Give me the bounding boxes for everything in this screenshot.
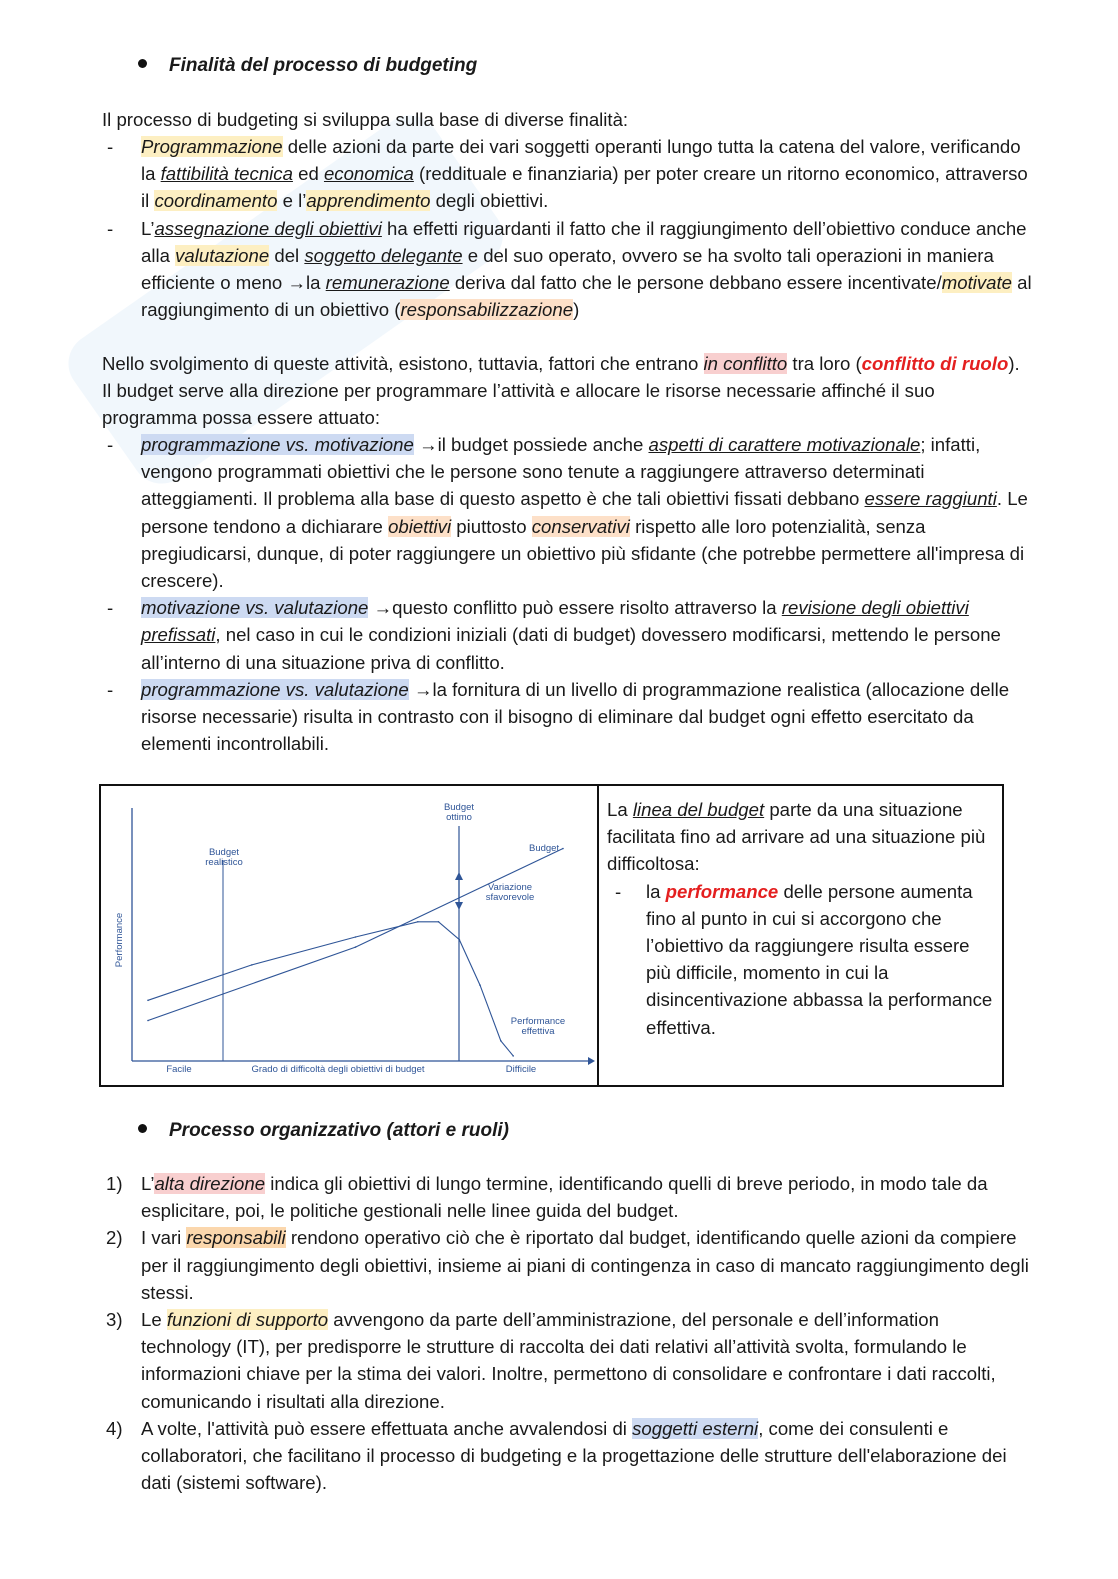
list-item: - L’assegnazione degli obiettivi ha effetti riguardanti il fatto che il raggiungimento dell’obiettivo conduce anche alla valutazione del soggetto delegante e del suo operato, ovvero se ha svolto tali operazioni in maniera efficiente o meno →la remunerazione deriva dal fatto che le persone debbano essere incentivate/motivate al raggiungimento di un obiettivo (responsabilizzazione) <box>102 215 1032 324</box>
series-point <box>355 936 357 938</box>
list-item: - motivazione vs. valutazione →questo conflitto può essere risolto attraverso la revisione degli obiettivi prefissati, nel caso in cui le condizioni iniziali (dati di budget) dovessero modificarsi, mettendo le persone all’interno di una situazione priva di conflitto. <box>102 594 1032 676</box>
bullet-icon <box>138 1124 147 1133</box>
figure-description <box>607 796 999 1041</box>
dash-bullet: - <box>107 136 114 157</box>
label-budget-realistico: Budget <box>208 847 240 858</box>
series-point <box>417 921 419 923</box>
dash-bullet: - <box>107 434 114 455</box>
dash-bullet: - <box>107 217 114 239</box>
series-point <box>562 848 564 850</box>
series-point <box>512 1055 514 1057</box>
series-point <box>459 939 461 941</box>
label-budget-realistico-2: realistico <box>205 857 243 868</box>
list-number: 1) <box>106 1173 123 1194</box>
series-point <box>438 921 440 923</box>
label-variazione-2: sfavorevole <box>485 892 535 903</box>
figure-list <box>607 878 999 1041</box>
series-point <box>500 1040 502 1042</box>
x-axis-label: Grado di difficoltà degli obiettivi di budget <box>251 1064 425 1075</box>
label-variazione: Variazione <box>487 882 533 893</box>
series-point <box>355 946 357 948</box>
figure-divider <box>597 786 599 1085</box>
list-item: - programmazione vs. motivazione →il budget possiede anche aspetti di carattere motivazionale; infatti, vengono programmati obiettivi che le persone sono tenute a raggiungere attraverso determinati atteggiamenti. Il problema alla base di questo aspetto è che tali obiettivi fissati debbano essere raggiunti. Le persone tendono a dichiarare obiettivi piuttosto conservativi rispetto alle loro potenzialità, senza pregiudicarsi, dunque, di poter raggiungere un obiettivo più sfidante (che potrebbe permettere all'impresa di crescere). <box>102 431 1032 594</box>
heading-text: Processo organizzativo (attori e ruoli) <box>169 1120 509 1141</box>
list-item: - Programmazione delle azioni da parte dei vari soggetti operanti lungo tutta la catena del valore, verificando la fattibilità tecnica ed economica (reddituale e finanziaria) per poter creare un ritorno economico, attraverso il coordinamento e l’apprendimento degli obiettivi. <box>102 133 1032 215</box>
label-performance-effettiva-2: effettiva <box>521 1026 555 1037</box>
conflitti-list <box>102 431 1032 757</box>
list-item: 2) I vari responsabili rendono operativo ciò che è riportato dal budget, identificando quelle azioni da compiere per il raggiungimento degli obiettivi, insieme ai piani di contingenza in caso di mancato raggiungimento degli stessi. <box>104 1224 1034 1306</box>
figure-paragraph: La linea del budget parte da una situazione facilitata fino ad arrivare ad una situazione più difficoltosa: <box>607 799 986 875</box>
section-heading <box>138 52 477 79</box>
x-tick-facile: Facile <box>166 1064 192 1075</box>
finalita-list <box>102 133 1032 323</box>
series-point <box>147 1000 149 1002</box>
section-heading <box>138 1117 509 1144</box>
list-number: 2) <box>106 1227 123 1249</box>
series-point <box>251 964 253 966</box>
list-item: 1) L’alta direzione indica gli obiettivi di lungo termine, identificando quelli di breve periodo, in modo tale da esplicitare, poi, le politiche gestionali nelle linee guida del budget. <box>104 1170 1034 1224</box>
list-number: 3) <box>106 1309 123 1331</box>
label-budget-ottimo-2: ottimo <box>446 812 472 823</box>
budget-performance-chart <box>103 788 595 1085</box>
arrow-down-icon <box>455 902 463 910</box>
list-item: - programmazione vs. valutazione →la fornitura di un livello di programmazione realistica (allocazione delle risorse necessarie) risulta in contrasto con il bisogno di eliminare dal budget ogni effetto esercitato da elementi incontrollabili. <box>102 676 1032 758</box>
dash-bullet: - <box>107 597 114 619</box>
budget-series-line <box>148 849 563 1021</box>
figure-box <box>99 784 1004 1087</box>
label-performance-effettiva: Performance <box>510 1016 566 1027</box>
attori-list <box>104 1170 1034 1496</box>
x-tick-difficile: Difficile <box>505 1064 537 1075</box>
list-item: 3) Le funzioni di supporto avvengono da parte dell’amministrazione, del personale e dell’information technology (IT), per predisporre le strutture di raccolta dei dati relativi all’attività svolta, formulando le informazioni chiave per la stima dei valori. Inoltre, permettono di consolidare e confrontare i dati raccolti, comunicando i risultati alla direzione. <box>104 1306 1034 1415</box>
list-item: - la performance delle persone aumenta fino al punto in cui si accorgono che l’obiettivo da raggiungere risulta essere più difficile, momento in cui la disincentivazione abbassa la performance effettiva. <box>607 878 999 1041</box>
list-item: 4) A volte, l'attività può essere effettuata anche avvalendosi di soggetti esterni, come dei consulenti e collaboratori, che facilitano il processo di budgeting e la progettazione delle strutture dell'elaborazione dei dati (sistemi software). <box>104 1415 1034 1497</box>
label-budget-line: Budget <box>529 843 560 854</box>
intro-paragraph: Il processo di budgeting si sviluppa sulla base di diverse finalità: <box>102 109 629 130</box>
arrow-up-icon <box>455 872 463 880</box>
bullet-icon <box>138 59 147 68</box>
y-axis-label: Performance <box>114 912 125 968</box>
list-number: 4) <box>106 1417 123 1439</box>
label-budget-ottimo: Budget <box>443 802 475 813</box>
dash-bullet: - <box>615 880 622 902</box>
x-axis-arrow-icon <box>588 1057 595 1065</box>
conflitto-paragraph: Nello svolgimento di queste attività, esistono, tuttavia, fattori che entrano in conflitto tra loro (conflitto di ruolo). Il budget serve alla direzione per programmare l’attività e allocare le risorse necessarie affinché il suo programma possa essere attuato: <box>102 353 1020 429</box>
dash-bullet: - <box>107 678 114 700</box>
series-point <box>147 1020 149 1022</box>
heading-text: Finalità del processo di budgeting <box>169 55 478 76</box>
series-point <box>479 984 481 986</box>
